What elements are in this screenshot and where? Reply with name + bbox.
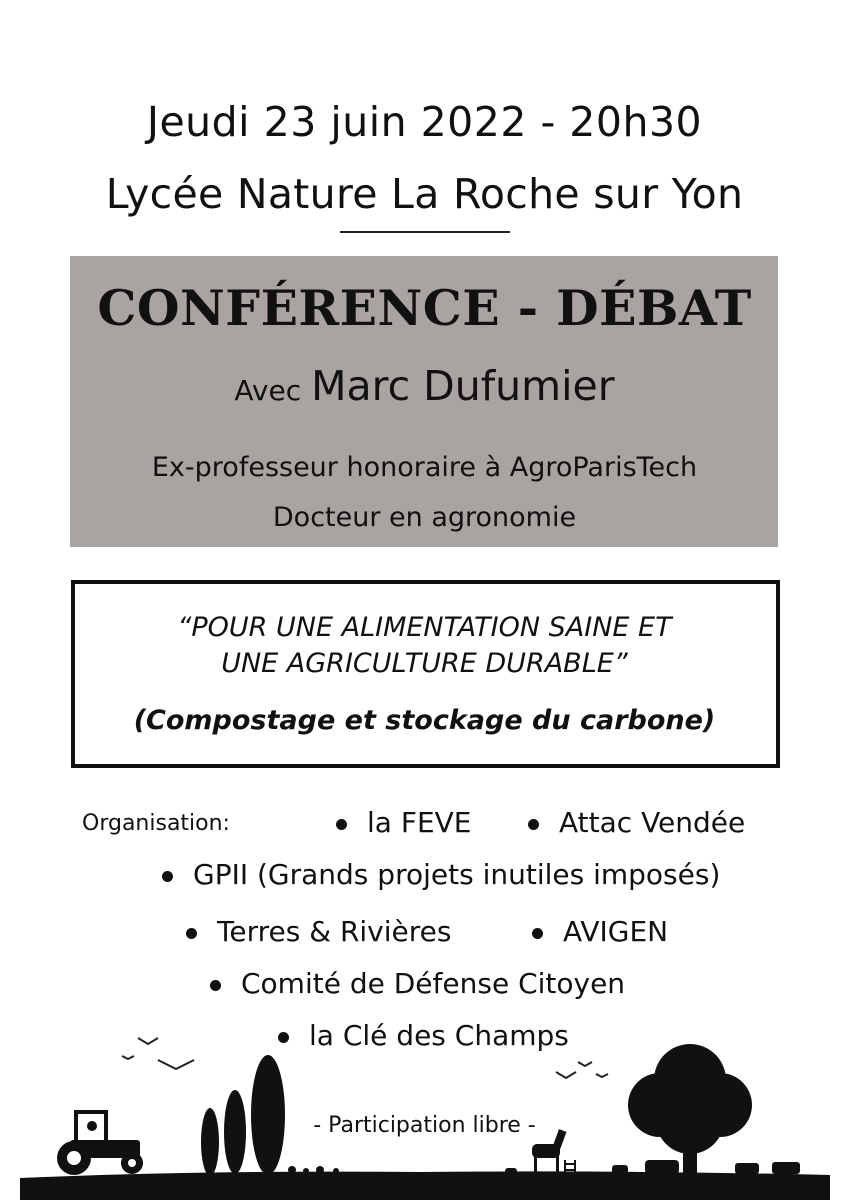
- event-venue: Lycée Nature La Roche sur Yon: [105, 170, 744, 218]
- theme-subtitle: (Compostage et stockage du carbone): [133, 705, 716, 736]
- organiser-name: la Clé des Champs: [309, 1019, 569, 1052]
- organiser-item: [336, 806, 471, 839]
- birds-icon: [556, 1062, 608, 1078]
- speaker-name: Marc Dufumier: [311, 362, 615, 410]
- organiser-item: [186, 915, 451, 948]
- ground-silhouette: [20, 1171, 830, 1200]
- speaker-line: [0, 362, 849, 410]
- organiser-item: [210, 967, 625, 1000]
- theme-quote-line-1: “POUR UNE ALIMENTATION SAINE ET: [177, 612, 672, 643]
- birds-icon: [122, 1038, 194, 1069]
- organisation-label: Organisation:: [82, 811, 230, 836]
- conference-title: CONFÉRENCE - DÉBAT: [97, 279, 752, 337]
- speaker-title-1: Ex-professeur honoraire à AgroParisTech: [151, 452, 698, 483]
- organiser-item: [528, 806, 745, 839]
- bullet-icon: [186, 928, 197, 939]
- event-date-time: Jeudi 23 juin 2022 - 20h30: [146, 98, 703, 146]
- organiser-name: Attac Vendée: [559, 806, 746, 839]
- organiser-item: [532, 915, 668, 948]
- bullet-icon: [528, 819, 539, 830]
- bullet-icon: [336, 819, 347, 830]
- organiser-name: GPII (Grands projets inutiles imposés): [193, 858, 721, 891]
- speaker-title-2: Docteur en agronomie: [272, 502, 577, 533]
- theme-quote-line-2: UNE AGRICULTURE DURABLE”: [221, 648, 628, 679]
- venue-divider: [340, 231, 510, 233]
- countryside-silhouette: [0, 1020, 849, 1200]
- bullet-icon: [532, 928, 543, 939]
- bullet-icon: [210, 980, 221, 991]
- bullet-icon: [162, 871, 173, 882]
- organiser-name: Terres & Rivières: [217, 915, 452, 948]
- oak-tree-icon: [628, 1044, 752, 1174]
- participation-note: - Participation libre -: [313, 1113, 536, 1138]
- speaker-prefix: Avec: [234, 374, 302, 407]
- organiser-name: AVIGEN: [563, 915, 669, 948]
- organiser-name: la FEVE: [367, 806, 472, 839]
- organiser-name: Comité de Défense Citoyen: [241, 967, 626, 1000]
- organiser-item: [162, 858, 720, 891]
